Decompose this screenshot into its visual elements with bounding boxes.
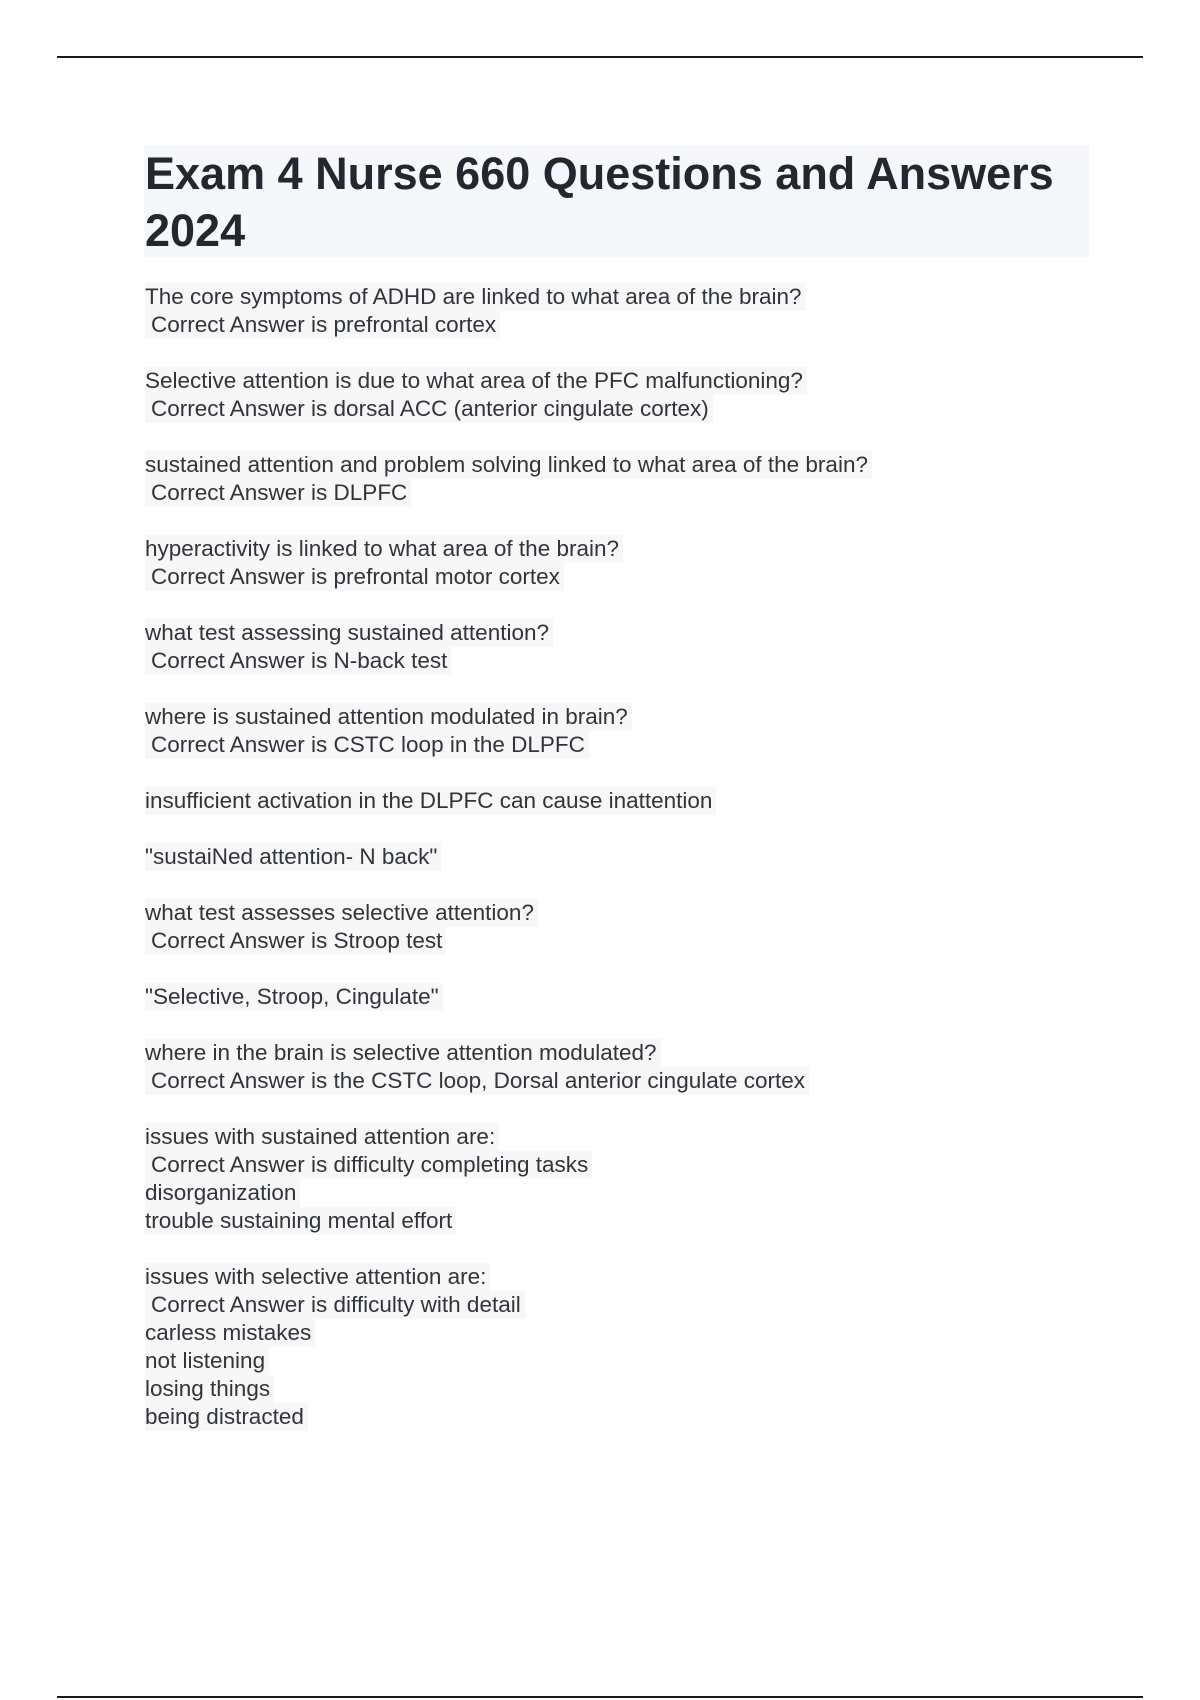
note-text: insufficient activation in the DLPFC can cause inattention	[145, 787, 716, 815]
answer-text: Correct Answer is Stroop test	[145, 927, 446, 955]
answer-text: Correct Answer is DLPFC	[145, 479, 411, 507]
qa-item	[145, 899, 1105, 955]
answer-text: Correct Answer is CSTC loop in the DLPFC	[145, 731, 589, 759]
answer-text: Correct Answer is difficulty completing tasks	[145, 1151, 592, 1179]
question-text: issues with sustained attention are:	[145, 1123, 499, 1151]
answer-text: Correct Answer is difficulty with detail	[145, 1291, 525, 1319]
note-text: "sustaiNed attention- N back"	[145, 843, 441, 871]
answer-text: Correct Answer is dorsal ACC (anterior cingulate cortex)	[145, 395, 713, 423]
bottom-rule	[57, 1696, 1143, 1698]
answer-text: Correct Answer is prefrontal motor cortex	[145, 563, 564, 591]
question-text: The core symptoms of ADHD are linked to what area of the brain?	[145, 283, 806, 311]
question-text: where is sustained attention modulated in brain?	[145, 703, 632, 731]
qa-item	[145, 283, 1105, 339]
note-item	[145, 787, 1105, 815]
qa-item	[145, 1039, 1105, 1095]
qa-item	[145, 703, 1105, 759]
answer-text: Correct Answer is prefrontal cortex	[145, 311, 500, 339]
qa-list	[145, 283, 1105, 1431]
qa-item	[145, 451, 1105, 507]
qa-item	[145, 619, 1105, 675]
qa-item	[145, 535, 1105, 591]
note-item	[145, 983, 1105, 1011]
answer-continuation: being distracted	[145, 1403, 308, 1431]
answer-continuation: disorganization	[145, 1179, 300, 1207]
question-text: issues with selective attention are:	[145, 1263, 490, 1291]
question-text: sustained attention and problem solving linked to what area of the brain?	[145, 451, 872, 479]
answer-continuation: trouble sustaining mental effort	[145, 1207, 456, 1235]
question-text: where in the brain is selective attention modulated?	[145, 1039, 661, 1067]
top-rule	[57, 56, 1143, 58]
answer-continuation: carless mistakes	[145, 1319, 315, 1347]
question-text: hyperactivity is linked to what area of the brain?	[145, 535, 623, 563]
note-item	[145, 843, 1105, 871]
answer-text: Correct Answer is N-back test	[145, 647, 451, 675]
question-text: Selective attention is due to what area of the PFC malfunctioning?	[145, 367, 807, 395]
answer-text: Correct Answer is the CSTC loop, Dorsal anterior cingulate cortex	[145, 1067, 809, 1095]
note-text: "Selective, Stroop, Cingulate"	[145, 983, 443, 1011]
question-text: what test assesses selective attention?	[145, 899, 538, 927]
title-banner	[144, 145, 1089, 257]
answer-continuation: not listening	[145, 1347, 269, 1375]
qa-item	[145, 1123, 1105, 1235]
question-text: what test assessing sustained attention?	[145, 619, 553, 647]
qa-item	[145, 367, 1105, 423]
qa-item	[145, 1263, 1105, 1431]
document-title: Exam 4 Nurse 660 Questions and Answers 2024	[145, 148, 1054, 256]
answer-continuation: losing things	[145, 1375, 274, 1403]
